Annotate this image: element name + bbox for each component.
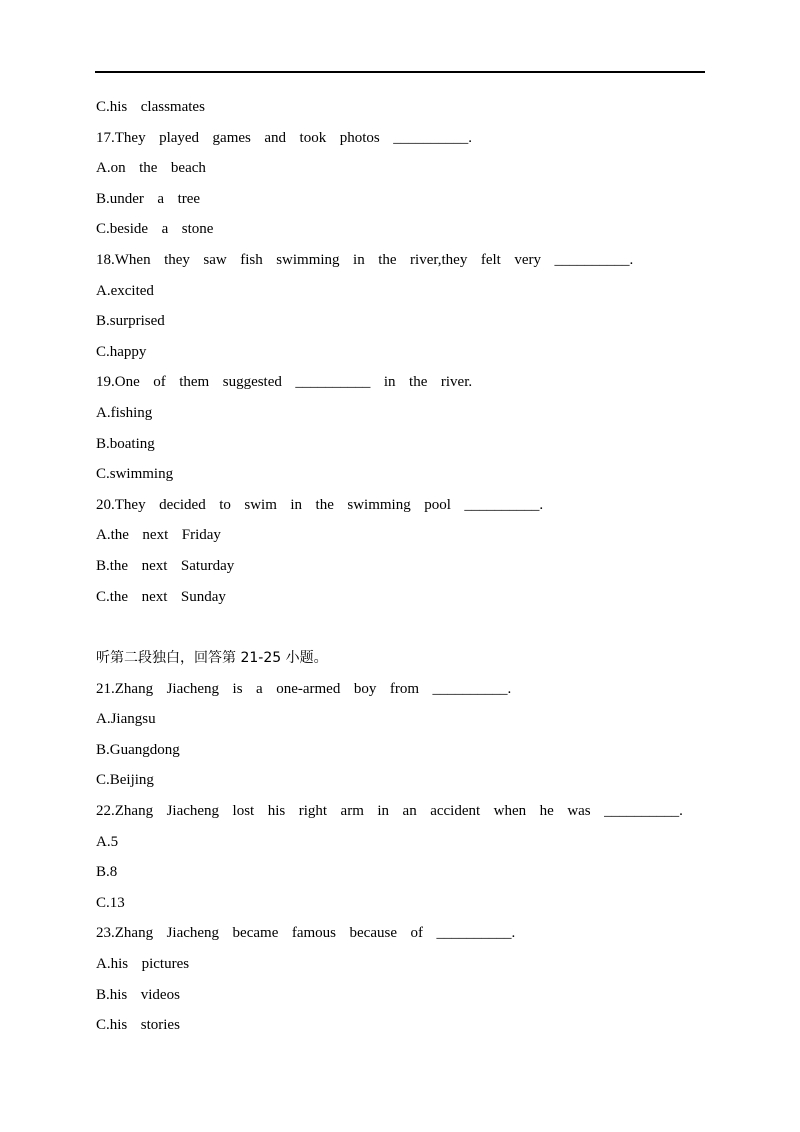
answer-option: B.Guangdong <box>96 741 180 758</box>
answer-option: B.his videos <box>96 986 180 1003</box>
answer-option: A.excited <box>96 282 154 299</box>
answer-option: C.his classmates <box>96 99 205 115</box>
answer-option: B.8 <box>96 864 118 881</box>
answer-option: B.boating <box>96 435 155 452</box>
answer-option: C.the next Sunday <box>96 588 226 605</box>
answer-option: A.on the beach <box>96 160 206 177</box>
answer-option: C.beside a stone <box>96 221 214 238</box>
answer-option: A.Jiangsu <box>96 711 156 728</box>
header-rule <box>95 71 705 73</box>
section-gap <box>96 612 706 643</box>
answer-option: A.fishing <box>96 404 153 421</box>
section-heading: 听第二段独白，回答第 21-25 小题。 <box>96 650 328 667</box>
question-text: 21.Zhang Jiacheng is a one-armed boy from __________. <box>96 680 512 697</box>
answer-option: C.Beijing <box>96 772 154 789</box>
answer-option: A.5 <box>96 833 119 850</box>
question-text: 17.They played games and took photos __________. <box>96 129 472 146</box>
exam-page-content <box>96 92 706 1041</box>
answer-option: A.his pictures <box>96 956 190 973</box>
answer-option: B.the next Saturday <box>96 557 235 574</box>
questions-part-1 <box>96 92 706 612</box>
question-text: 18.When they saw fish swimming in the river,they felt very __________. <box>96 251 634 268</box>
questions-part-2 <box>96 674 706 1041</box>
answer-option: B.surprised <box>96 313 165 330</box>
answer-option: A.the next Friday <box>96 527 221 544</box>
answer-option: C.happy <box>96 343 147 360</box>
answer-option: C.his stories <box>96 1017 180 1034</box>
question-text: 23.Zhang Jiacheng became famous because of __________. <box>96 925 516 942</box>
question-text: 19.One of them suggested __________ in the river. <box>96 374 473 391</box>
question-text: 20.They decided to swim in the swimming pool __________. <box>96 496 544 513</box>
answer-option: C.swimming <box>96 466 174 483</box>
answer-option: B.under a tree <box>96 190 201 207</box>
question-text: 22.Zhang Jiacheng lost his right arm in an accident when he was __________. <box>96 803 683 820</box>
answer-option: C.13 <box>96 894 125 911</box>
